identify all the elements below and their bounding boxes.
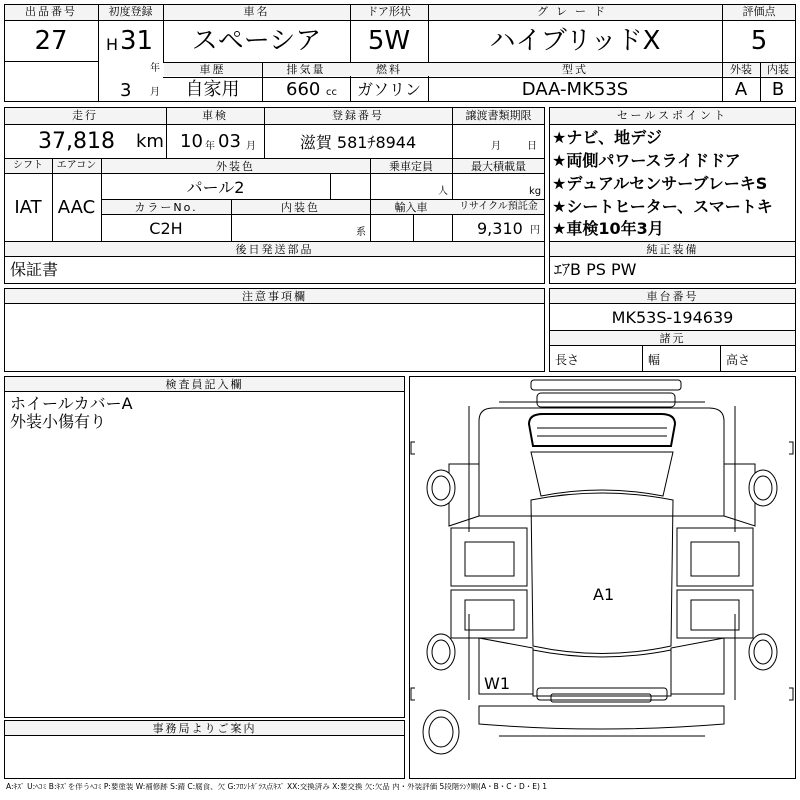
damage-mark-w1: W1 [484, 674, 510, 693]
reg-no-label: 登録番号 [332, 109, 384, 122]
ac-label: エアコン [56, 160, 97, 171]
inspection-year-unit: 年 [205, 141, 215, 152]
recycle-label: リサイクル預託金 [459, 201, 538, 212]
sales-point-item: ★車検10年3月 [552, 219, 664, 238]
inspection-label: 車検 [202, 109, 228, 122]
lot-no: 27 [34, 26, 68, 56]
equipment-value: ｴｱB PS PW [554, 260, 637, 279]
equipment-label: 純正装備 [646, 243, 699, 256]
interior-label: 内装 [767, 63, 789, 76]
import-label: 輸入車 [394, 201, 428, 214]
int-color-label: 内装色 [281, 201, 320, 214]
grade: ハイブリッドX [489, 26, 661, 56]
car-name: スペーシア [191, 26, 322, 56]
notes-label: 注意事項欄 [242, 290, 307, 303]
displacement-label: 排気量 [286, 63, 326, 76]
reg-no: 滋賀 581ﾁ8944 [299, 133, 417, 152]
color-no-label: カラーNo. [134, 201, 198, 214]
legend: A:ｷｽﾞ U:ﾍｺﾐ B:ｷｽﾞを伴うﾍｺﾐ P:要塗装 W:補修跡 S:錆 C:腐食、欠 G:ﾌﾛﾝﾄｶﾞﾗｽ点ｷｽﾞ XX:交換済み X:要交換 欠:欠品 内・外装評価 5段階ﾗﾝｸ順(A・B・C・D・E) 1 [6, 783, 548, 791]
interior-score: B [771, 79, 785, 100]
shift: IAT [14, 197, 42, 218]
transfer-label: 譲渡書類期限 [465, 109, 532, 122]
length-label: 長さ [555, 353, 580, 367]
history: 自家用 [185, 79, 240, 100]
int-color-unit: 系 [356, 227, 366, 238]
recycle-unit: 円 [530, 225, 540, 236]
lot-no-label: 出品番号 [25, 5, 77, 18]
displacement-unit: cc [326, 87, 337, 98]
capacity-unit: 人 [438, 186, 448, 197]
load-label: 最大積載量 [471, 160, 526, 173]
displacement: 660 [286, 79, 321, 100]
inspection-month: 03 [218, 131, 241, 152]
parts-label: 後日発送部品 [235, 243, 314, 256]
sales-point-item: ★ナビ、地デジ [552, 128, 662, 147]
load-unit: kg [529, 186, 542, 197]
first-reg-month: 3 [120, 80, 132, 101]
first-reg-label: 初度登録 [108, 5, 153, 18]
chassis-no: MK53S-194639 [611, 308, 734, 327]
ext-color-label: 外装色 [216, 160, 255, 173]
exterior-label: 外装 [730, 63, 752, 76]
damage-mark-a1: A1 [593, 585, 615, 604]
inspector-line: ホイールカバーA [10, 394, 133, 413]
fuel-label: 燃料 [376, 63, 402, 76]
capacity-label: 乗車定員 [389, 160, 433, 173]
model-code: DAA-MK53S [521, 79, 629, 100]
sales-point-item: ★両側パワースライドドア [552, 151, 741, 170]
history-label: 車歴 [199, 63, 226, 76]
car-name-label: 車名 [243, 5, 270, 18]
sales-point-item: ★デュアルセンサーブレーキS [552, 174, 768, 193]
recycle-fee: 9,310 [477, 219, 523, 238]
inspection-year: 10 [180, 131, 203, 152]
model-label: 型式 [562, 63, 588, 76]
door-type: 5W [367, 26, 411, 56]
first-reg-year: 31 [120, 26, 154, 56]
width-label: 幅 [648, 353, 661, 367]
grade-label: グレード [537, 5, 613, 18]
door-label: ドア形状 [367, 5, 411, 18]
dims-label: 諸元 [659, 332, 686, 345]
exterior-score: A [734, 79, 748, 100]
inspector-label: 検査員記入欄 [165, 378, 244, 391]
inspector-line: 外装小傷有り [10, 412, 107, 431]
mileage: 37,818 [38, 129, 115, 154]
year-unit: 年 [150, 63, 160, 74]
score-label: 評価点 [742, 5, 776, 18]
mileage-unit: km [136, 131, 164, 152]
fuel: ガソリン [356, 80, 421, 99]
era: H [106, 35, 119, 54]
ac: AAC [57, 197, 96, 218]
inspection-month-unit: 月 [246, 141, 256, 152]
sales-point-item: ★シートヒーター、スマートキ [552, 197, 773, 216]
height-label: 高さ [726, 353, 751, 367]
color-no: C2H [149, 219, 183, 238]
mileage-label: 走行 [72, 109, 98, 122]
office-label: 事務局よりご案内 [152, 722, 257, 735]
month-unit: 月 [150, 87, 160, 98]
transfer-day-unit: 日 [527, 141, 537, 152]
car-diagram [409, 376, 796, 779]
chassis-label: 車台番号 [646, 290, 699, 303]
shift-label: シフト [13, 160, 43, 171]
score: 5 [750, 26, 768, 56]
ext-color: パール2 [186, 178, 245, 197]
sales-points-label: セールスポイント [616, 109, 728, 122]
transfer-month-unit: 月 [491, 141, 501, 152]
parts-value: 保証書 [10, 260, 59, 279]
